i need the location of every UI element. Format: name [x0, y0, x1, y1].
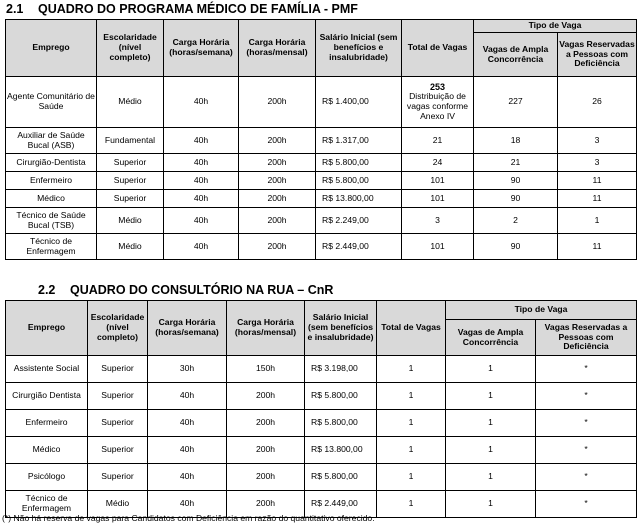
header-tipo-vaga: Tipo de Vaga: [474, 20, 637, 33]
header-ampla: Vagas de Ampla Concorrência: [474, 33, 558, 77]
header-carga-mensal: Carga Horária (horas/mensal): [239, 20, 316, 77]
cell-reservadas: 11: [558, 172, 637, 190]
cell-ampla: 18: [474, 128, 558, 154]
cell-ampla: 227: [474, 77, 558, 128]
section-number: 2.2: [38, 283, 56, 297]
cell-mensal: 200h: [227, 437, 305, 464]
cell-escolaridade: Médio: [97, 208, 164, 234]
cell-reservadas: *: [536, 383, 637, 410]
cell-mensal: 200h: [227, 383, 305, 410]
header-total-vagas: Total de Vagas: [402, 20, 474, 77]
cell-salario: R$ 2.249,00: [316, 208, 402, 234]
section-number: 2.1: [6, 2, 24, 16]
cell-semana: 40h: [164, 172, 239, 190]
table-row: [6, 208, 637, 234]
cell-escolaridade: Superior: [97, 190, 164, 208]
cell-salario: R$ 5.800,00: [316, 154, 402, 172]
cell-emprego: Técnico de Saúde Bucal (TSB): [6, 208, 97, 234]
cell-emprego: Psicólogo: [6, 464, 88, 491]
cell-reservadas: 3: [558, 154, 637, 172]
cell-ampla: 2: [474, 208, 558, 234]
header-escolaridade: Escolaridade (nível completo): [88, 301, 148, 356]
cell-mensal: 200h: [239, 208, 316, 234]
table-row: [6, 172, 637, 190]
cell-emprego: Agente Comunitário de Saúde: [6, 77, 97, 128]
table-row: [6, 77, 637, 128]
table-cnr: [5, 300, 637, 518]
section-heading: QUADRO DO PROGRAMA MÉDICO DE FAMÍLIA - PMF: [38, 2, 358, 16]
header-reservadas: Vagas Reservadas a Pessoas com Deficiência: [536, 320, 637, 356]
cell-mensal: 200h: [239, 172, 316, 190]
table-row: [6, 234, 637, 260]
cell-semana: 30h: [148, 356, 227, 383]
cell-reservadas: *: [536, 356, 637, 383]
cell-emprego: Técnico de Enfermagem: [6, 234, 97, 260]
cell-reservadas: 3: [558, 128, 637, 154]
table-row: [6, 410, 637, 437]
cell-escolaridade: Médio: [97, 77, 164, 128]
table-row: [6, 190, 637, 208]
cell-semana: 40h: [148, 491, 227, 518]
cell-total: 1: [377, 437, 446, 464]
cell-total: 1: [377, 356, 446, 383]
table-row: [6, 464, 637, 491]
cell-reservadas: *: [536, 410, 637, 437]
header-ampla: Vagas de Ampla Concorrência: [446, 320, 536, 356]
table-row: [6, 128, 637, 154]
cell-reservadas: *: [536, 464, 637, 491]
cell-escolaridade: Superior: [88, 464, 148, 491]
header-escolaridade: Escolaridade (nível completo): [97, 20, 164, 77]
cell-semana: 40h: [164, 190, 239, 208]
cell-emprego: Médico: [6, 437, 88, 464]
cell-ampla: 90: [474, 190, 558, 208]
cell-semana: 40h: [164, 154, 239, 172]
header-emprego: Emprego: [6, 20, 97, 77]
cell-mensal: 200h: [239, 190, 316, 208]
cell-salario: R$ 5.800,00: [305, 383, 377, 410]
cell-escolaridade: Superior: [88, 437, 148, 464]
cell-salario: R$ 1.317,00: [316, 128, 402, 154]
cell-reservadas: *: [536, 491, 637, 518]
table-row: [6, 356, 637, 383]
cell-mensal: 200h: [227, 410, 305, 437]
section-title-cnr: [38, 283, 333, 297]
cell-escolaridade: Superior: [97, 172, 164, 190]
header-carga-mensal: Carga Horária (horas/mensal): [227, 301, 305, 356]
cell-reservadas: 11: [558, 234, 637, 260]
cell-total: 1: [377, 383, 446, 410]
cell-mensal: 200h: [227, 491, 305, 518]
cell-mensal: 200h: [239, 154, 316, 172]
header-salario: Salário Inicial (sem benefícios e insalubridade): [316, 20, 402, 77]
cell-emprego: Assistente Social: [6, 356, 88, 383]
cell-total: 1: [377, 464, 446, 491]
cell-salario: R$ 5.800,00: [316, 172, 402, 190]
cell-escolaridade: Superior: [88, 383, 148, 410]
cell-total: [402, 77, 474, 128]
cell-salario: R$ 13.800,00: [305, 437, 377, 464]
cell-escolaridade: Superior: [97, 154, 164, 172]
cell-total: 101: [402, 190, 474, 208]
cell-total: 1: [377, 491, 446, 518]
header-total-vagas: Total de Vagas: [377, 301, 446, 356]
cell-reservadas: 11: [558, 190, 637, 208]
cell-escolaridade: Médio: [97, 234, 164, 260]
cell-semana: 40h: [164, 208, 239, 234]
cell-ampla: 1: [446, 437, 536, 464]
cell-salario: R$ 5.800,00: [305, 410, 377, 437]
cell-escolaridade: Médio: [88, 491, 148, 518]
cell-total: 101: [402, 234, 474, 260]
cell-salario: R$ 5.800,00: [305, 464, 377, 491]
section-title-pmf: [6, 2, 358, 16]
cell-mensal: 200h: [239, 128, 316, 154]
header-carga-semana: Carga Horária (horas/semana): [148, 301, 227, 356]
cell-emprego: Enfermeiro: [6, 172, 97, 190]
cell-semana: 40h: [148, 464, 227, 491]
section-heading: QUADRO DO CONSULTÓRIO NA RUA – CnR: [70, 283, 334, 297]
cell-total: 24: [402, 154, 474, 172]
cell-semana: 40h: [148, 437, 227, 464]
cell-total: 101: [402, 172, 474, 190]
cell-total: 21: [402, 128, 474, 154]
cell-reservadas: 1: [558, 208, 637, 234]
cell-semana: 40h: [148, 383, 227, 410]
footnote: (*) Não há reserva de vagas para Candidatos com Deficiência em razão do quantitativo oferecido.: [2, 513, 375, 523]
table-row: [6, 154, 637, 172]
cell-emprego: Técnico de Enfermagem: [6, 491, 88, 518]
cell-emprego: Cirurgião Dentista: [6, 383, 88, 410]
cell-mensal: 200h: [239, 234, 316, 260]
cell-reservadas: 26: [558, 77, 637, 128]
cell-mensal: 200h: [239, 77, 316, 128]
cell-emprego: Auxiliar de Saúde Bucal (ASB): [6, 128, 97, 154]
cell-ampla: 1: [446, 491, 536, 518]
header-tipo-vaga: Tipo de Vaga: [446, 301, 637, 320]
cell-total-number: 253: [429, 82, 446, 93]
cell-emprego: Cirurgião-Dentista: [6, 154, 97, 172]
table-row: [6, 437, 637, 464]
cell-emprego: Enfermeiro: [6, 410, 88, 437]
cell-salario: R$ 2.449,00: [305, 491, 377, 518]
cell-salario: R$ 13.800,00: [316, 190, 402, 208]
cell-escolaridade: Superior: [88, 410, 148, 437]
cell-salario: R$ 1.400,00: [316, 77, 402, 128]
cell-ampla: 21: [474, 154, 558, 172]
cell-total: 3: [402, 208, 474, 234]
cell-ampla: 1: [446, 356, 536, 383]
cell-ampla: 90: [474, 234, 558, 260]
header-reservadas: Vagas Reservadas a Pessoas com Deficiência: [558, 33, 637, 77]
cell-mensal: 200h: [227, 464, 305, 491]
header-salario: Salário Inicial (sem benefícios e insalubridade): [305, 301, 377, 356]
table-pmf: [5, 19, 637, 260]
cell-emprego: Médico: [6, 190, 97, 208]
cell-escolaridade: Fundamental: [97, 128, 164, 154]
cell-salario: R$ 2.449,00: [316, 234, 402, 260]
cell-ampla: 1: [446, 410, 536, 437]
header-emprego: Emprego: [6, 301, 88, 356]
cell-semana: 40h: [164, 128, 239, 154]
cell-semana: 40h: [148, 410, 227, 437]
cell-ampla: 1: [446, 383, 536, 410]
table-row: [6, 383, 637, 410]
cell-reservadas: *: [536, 437, 637, 464]
cell-semana: 40h: [164, 234, 239, 260]
cell-ampla: 90: [474, 172, 558, 190]
cell-escolaridade: Superior: [88, 356, 148, 383]
cell-total: 1: [377, 410, 446, 437]
cell-mensal: 150h: [227, 356, 305, 383]
cell-total-note: Distribuição de vagas conforme Anexo IV: [406, 91, 469, 122]
cell-salario: R$ 3.198,00: [305, 356, 377, 383]
header-carga-semana: Carga Horária (horas/semana): [164, 20, 239, 77]
cell-ampla: 1: [446, 464, 536, 491]
cell-semana: 40h: [164, 77, 239, 128]
